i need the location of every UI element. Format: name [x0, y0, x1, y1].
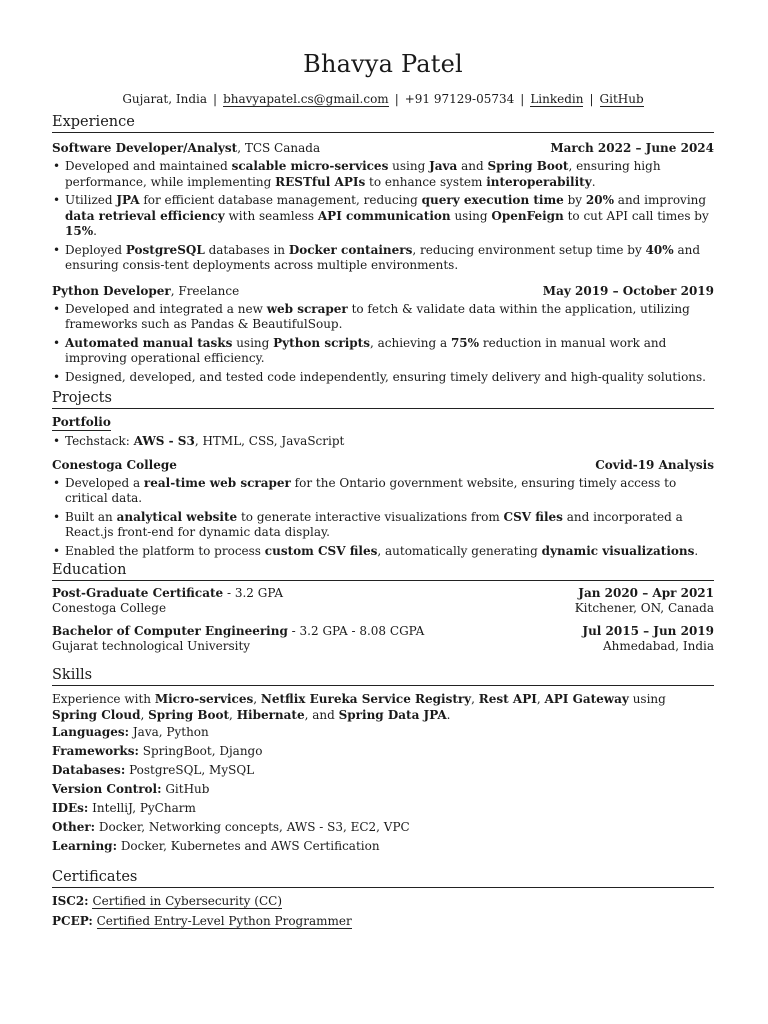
skill-value: Java, Python: [129, 725, 209, 739]
skill-line: [52, 742, 714, 761]
skill-label: Other:: [52, 820, 96, 834]
bold-text: Docker containers: [288, 242, 413, 257]
text: , automatically generating: [377, 543, 542, 558]
certificate-link[interactable]: Certified in Cybersecurity (CC): [92, 894, 283, 908]
skill-value: IntelliJ, PyCharm: [88, 801, 196, 815]
bold-text: Spring Cloud: [52, 708, 141, 722]
text: Techstack:: [65, 434, 134, 448]
bold-text: 15%: [65, 224, 94, 238]
skills-list: [52, 723, 714, 856]
separator: |: [520, 92, 525, 106]
contact-line: [52, 92, 714, 106]
section-title: Experience: [52, 113, 714, 133]
bold-text: scalable micro-services: [231, 159, 389, 173]
text: with seamless: [224, 208, 318, 223]
skill-line: [52, 761, 714, 780]
bold-text: 75%: [450, 335, 480, 350]
text: reduction in manual work and improving operational efficiency.: [65, 335, 667, 365]
job-header: [52, 284, 714, 299]
section-title: Education: [52, 561, 714, 581]
job-dates: May 2019 – October 2019: [542, 283, 714, 298]
skill-value: Docker, Kubernetes and AWS Certification: [117, 839, 380, 853]
skill-line: [52, 799, 714, 818]
skill-label: IDEs:: [52, 801, 89, 815]
job-role: Python Developer: [52, 283, 171, 298]
text: to enhance system: [365, 174, 487, 189]
job-dates: March 2022 – June 2024: [550, 141, 714, 155]
bullet-item: [52, 159, 714, 190]
text: for the Ontario government website, ensuring timely access to critical data.: [65, 475, 677, 505]
text: .: [93, 224, 97, 238]
bullet-item: [52, 370, 714, 386]
bold-text: Spring Boot: [487, 159, 569, 173]
text: , ensuring high performance, while implementing: [65, 159, 661, 189]
skill-value: PostgreSQL, MySQL: [125, 763, 255, 777]
job-bullets: [52, 302, 714, 386]
separator: |: [589, 92, 594, 106]
bold-text: Automated manual tasks: [65, 335, 233, 350]
skill-label: Frameworks:: [52, 744, 139, 758]
text: .: [591, 174, 596, 189]
bold-text: real-time web scraper: [143, 475, 291, 490]
bold-text: Java: [429, 159, 458, 173]
bold-text: PostgreSQL: [125, 242, 205, 257]
bullet-item: [52, 243, 714, 274]
job-entry: [52, 284, 714, 386]
text: to cut API call times by: [563, 208, 709, 223]
school-name: Conestoga College: [52, 601, 167, 615]
school-name: Gujarat technological University: [52, 639, 251, 653]
certificate-line: [52, 891, 714, 911]
skill-value: SpringBoot, Django: [138, 744, 263, 758]
text: Experience with: [52, 692, 155, 706]
education-section: [52, 561, 714, 654]
location-text: Gujarat, India: [122, 92, 208, 106]
text: and ensuring consis-tent deployments across multiple environments.: [65, 242, 701, 272]
text: using: [232, 335, 274, 350]
text: and improving: [613, 193, 707, 207]
phone-text: +91 97129-05734: [404, 92, 515, 106]
text: , reducing environment setup time by: [412, 242, 646, 257]
experience-section: [52, 113, 714, 388]
text: .: [694, 543, 699, 558]
candidate-name: Bhavya Patel: [303, 50, 463, 78]
job-header: [52, 141, 714, 156]
project-entry: [52, 458, 714, 560]
text: Developed and integrated a new: [65, 301, 267, 316]
bold-text: 20%: [585, 193, 614, 207]
bold-text: custom CSV files: [264, 543, 378, 558]
bold-text: Spring Data JPA: [338, 708, 447, 722]
certificate-label: PCEP:: [52, 914, 93, 928]
bold-text: data retrieval efficiency: [65, 208, 225, 223]
text: Designed, developed, and tested code independently, ensuring timely delivery and high-quality solutions.: [65, 369, 706, 384]
education-dates: Jan 2020 – Apr 2021: [578, 586, 714, 600]
degree-gpa: - 3.2 GPA: [223, 586, 283, 600]
bold-text: Netflix Eureka Service Registry: [260, 692, 472, 706]
bold-text: 40%: [645, 242, 674, 257]
text: Developed a: [65, 475, 144, 490]
bullet-item: [52, 510, 714, 541]
text: using: [450, 208, 492, 223]
linkedin-link[interactable]: Linkedin: [530, 92, 584, 106]
section-title: Certificates: [52, 868, 714, 888]
bold-text: API Gateway: [544, 692, 629, 706]
bullet-item: [52, 193, 714, 240]
project-bullets: [52, 434, 714, 450]
project-name: Conestoga College: [52, 457, 177, 472]
education-entry: [52, 586, 714, 616]
text: for efficient database management, reducing: [139, 193, 422, 207]
text: to generate interactive visualizations from: [237, 509, 504, 524]
certificate-link[interactable]: Certified Entry-Level Python Programmer: [96, 914, 352, 928]
project-bullets: [52, 476, 714, 560]
text: ,: [536, 692, 545, 706]
skill-value: Docker, Networking concepts, AWS - S3, EC2, VPC: [95, 820, 410, 834]
bold-text: Micro-services: [154, 692, 254, 706]
text: ,: [253, 692, 261, 706]
github-link[interactable]: GitHub: [599, 92, 644, 106]
bold-text: Rest API: [478, 692, 537, 706]
section-title: Skills: [52, 666, 714, 686]
bold-text: JPA: [116, 193, 140, 207]
bold-text: web scraper: [266, 301, 348, 316]
job-entry: [52, 141, 714, 274]
bold-text: CSV files: [503, 509, 563, 524]
degree-name: Post-Graduate Certificate: [52, 586, 224, 600]
school-location: Kitchener, ON, Canada: [574, 601, 714, 615]
bullet-item: [52, 434, 714, 450]
certificate-line: [52, 911, 714, 931]
bullet-item: [52, 476, 714, 507]
education-dates: Jul 2015 – Jun 2019: [582, 624, 714, 638]
text: Utilized: [65, 193, 117, 207]
school-location: Ahmedabad, India: [603, 639, 714, 653]
skill-label: Languages:: [52, 725, 130, 739]
education-entry: [52, 624, 714, 654]
skills-section: [52, 666, 714, 856]
bullet-item: [52, 544, 714, 560]
text: and incorporated a React.js front-end for dynamic data display.: [65, 509, 683, 539]
text: by: [563, 193, 586, 207]
skill-value: GitHub: [161, 782, 210, 796]
bold-text: OpenFeign: [491, 208, 564, 223]
text: ,: [471, 692, 479, 706]
text: using: [388, 159, 430, 173]
bold-text: API communication: [317, 208, 451, 223]
job-company: , TCS Canada: [237, 141, 321, 155]
bold-text: RESTful APIs: [275, 174, 366, 189]
job-company: , Freelance: [170, 283, 240, 298]
project-header: [52, 458, 714, 473]
skill-label: Learning:: [52, 839, 117, 853]
bold-text: analytical website: [116, 509, 238, 524]
certificate-label: ISC2:: [52, 894, 89, 908]
skill-line: [52, 780, 714, 799]
skill-line: [52, 723, 714, 742]
bullet-item: [52, 302, 714, 333]
projects-section: [52, 389, 714, 562]
text: , and: [304, 708, 339, 722]
certificates-section: [52, 868, 714, 931]
text: and: [457, 159, 488, 173]
separator: |: [213, 92, 218, 106]
job-bullets: [52, 159, 714, 274]
bold-text: Python scripts: [273, 335, 370, 350]
text: .: [446, 708, 451, 722]
bold-text: query execution time: [421, 193, 564, 207]
bold-text: AWS - S3: [133, 434, 195, 448]
text: using: [628, 692, 666, 706]
project-subtitle: Covid-19 Analysis: [595, 457, 714, 472]
text: to fetch & validate data within the application, utilizing frameworks such as Pandas & BeautifulSoup.: [65, 301, 690, 331]
text: , achieving a: [369, 335, 451, 350]
skill-line: [52, 818, 714, 837]
project-entry: [52, 415, 714, 450]
text: Deployed: [65, 242, 126, 257]
degree-gpa: - 3.2 GPA - 8.08 CGPA: [287, 624, 425, 638]
skill-label: Databases:: [52, 763, 126, 777]
bold-text: Spring Boot: [148, 708, 230, 722]
section-title: Projects: [52, 389, 714, 409]
text: Built an: [65, 509, 117, 524]
skills-intro: [52, 691, 714, 723]
text: Developed and maintained: [65, 159, 232, 173]
email-link[interactable]: bhavyapatel.cs@gmail.com: [223, 92, 389, 106]
text: ,: [229, 708, 237, 722]
certificates-list: [52, 891, 714, 931]
job-role: Software Developer/Analyst: [52, 141, 238, 155]
bold-text: dynamic visualizations: [541, 543, 695, 558]
text: databases in: [204, 242, 289, 257]
text: , HTML, CSS, JavaScript: [194, 434, 345, 448]
skill-line: [52, 837, 714, 856]
separator: |: [394, 92, 399, 106]
bold-text: Hibernate: [236, 708, 305, 722]
bullet-item: [52, 336, 714, 367]
bold-text: interoperability: [486, 174, 592, 189]
project-portfolio-link[interactable]: Portfolio: [52, 415, 111, 429]
text: Enabled the platform to process: [65, 543, 265, 558]
skill-label: Version Control:: [52, 782, 162, 796]
degree-name: Bachelor of Computer Engineering: [52, 624, 288, 638]
text: ,: [140, 708, 149, 722]
